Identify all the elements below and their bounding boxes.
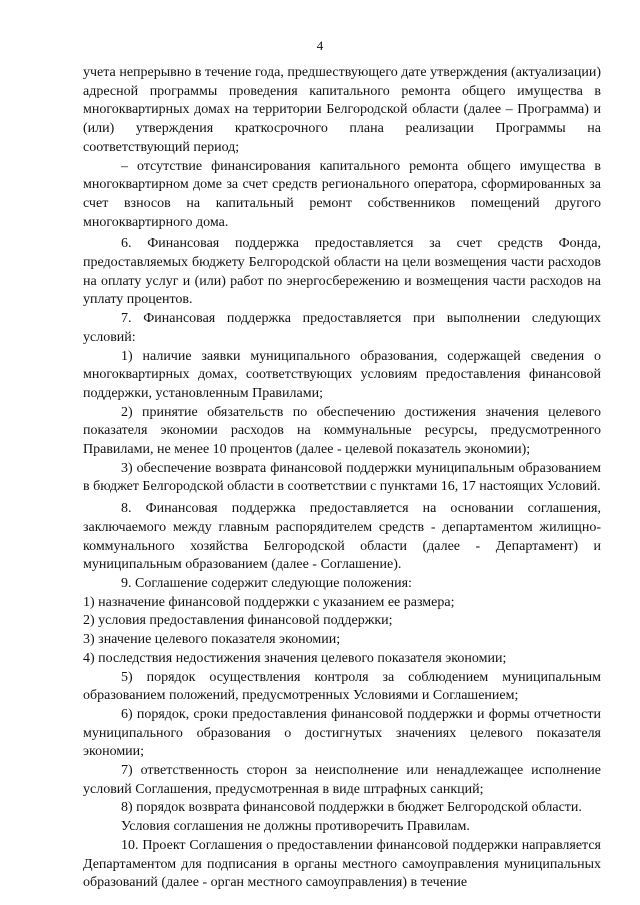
paragraph-program-continuation: учета непрерывно в течение года, предшествующего дате утверждения (актуализации) адресной программы проведения капитального ремонта общего имущества в многоквартирных домах на территории Белгородской области (далее – Программа) и (или) утверждения краткосрочного плана реализации Программы на соответствующий период; (83, 65, 601, 155)
agreement-item-1: 1) назначение финансовой поддержки с указанием ее размера; (83, 594, 455, 610)
paragraph-agreement-rules-note: Условия соглашения не должны противоречить Правилам. (121, 819, 470, 835)
paragraph-10-draft-agreement: 10. Проект Соглашения о предоставлении финансовой поддержки направляется Департаментом для подписания в органы местного самоуправления муниципальных образований (далее - орган местного самоуправления) в течение (83, 837, 601, 891)
condition-1-application: 1) наличие заявки муниципального образования, содержащей сведения о многоквартирных домах, соответствующих условиям предоставления финансовой поддержки, установленным Правилами; (83, 348, 601, 401)
paragraph-7-conditions: 7. Финансовая поддержка предоставляется при выполнении следующих условий: (83, 311, 601, 345)
page-number: 4 (316, 38, 324, 53)
agreement-item-7: 7) ответственность сторон за неисполнение или ненадлежащее исполнение условий Соглашения, предусмотренная в виде штрафных санкций; (83, 763, 601, 797)
paragraph-6-funding-source: 6. Финансовая поддержка предоставляется за счет средств Фонда, предоставляемых бюджету Белгородской области на цели возмещения части расходов на оплату услуг и (или) работ по энергосбережению и возмещения части расходов на уплату процентов. (83, 236, 601, 308)
agreement-item-6: 6) порядок, сроки предоставления финансовой поддержки и формы отчетности муниципального образования о достигнутых значениях целевого показателя экономии; (83, 706, 601, 760)
agreement-item-2: 2) условия предоставления финансовой поддержки; (83, 613, 393, 629)
paragraph-9-agreement-contents: 9. Соглашение содержит следующие положения: (121, 575, 412, 591)
document-body (83, 64, 601, 893)
agreement-item-4: 4) последствия недостижения значения целевого показателя экономии; (83, 650, 507, 666)
condition-3-refund: 3) обеспечение возврата финансовой поддержки муниципальным образованием в бюджет Белгородской области в соответствии с пунктами 16, 17 настоящих Условий. (83, 460, 601, 495)
agreement-item-3: 3) значение целевого показателя экономии; (83, 632, 341, 648)
condition-2-obligations: 2) принятие обязательств по обеспечению достижения значения целевого показателя экономии расходов на коммунальные ресурсы, предусмотренного Правилами, не менее 10 процентов (далее - целевой показатель экономии); (83, 404, 601, 458)
agreement-item-8: 8) порядок возврата финансовой поддержки в бюджет Белгородской области. (121, 800, 582, 816)
paragraph-no-financing-condition: – отсутствие финансирования капитального ремонта общего имущества в многоквартирном доме за счет средств регионального оператора, сформированных за счет взносов на капитальный ремонт собственников помещений другого многоквартирного дома. (83, 158, 601, 230)
agreement-item-5: 5) порядок осуществления контроля за соблюдением муниципальным образованием положений, предусмотренных Условиями и Соглашением; (83, 669, 601, 704)
paragraph-8-agreement: 8. Финансовая поддержка предоставляется на основании соглашения, заключаемого между главным распорядителем средств - департаментом жилищно-коммунального хозяйства Белгородской области (далее - Департамент) и муниципальным образованием (далее - Соглашение). (83, 501, 601, 573)
